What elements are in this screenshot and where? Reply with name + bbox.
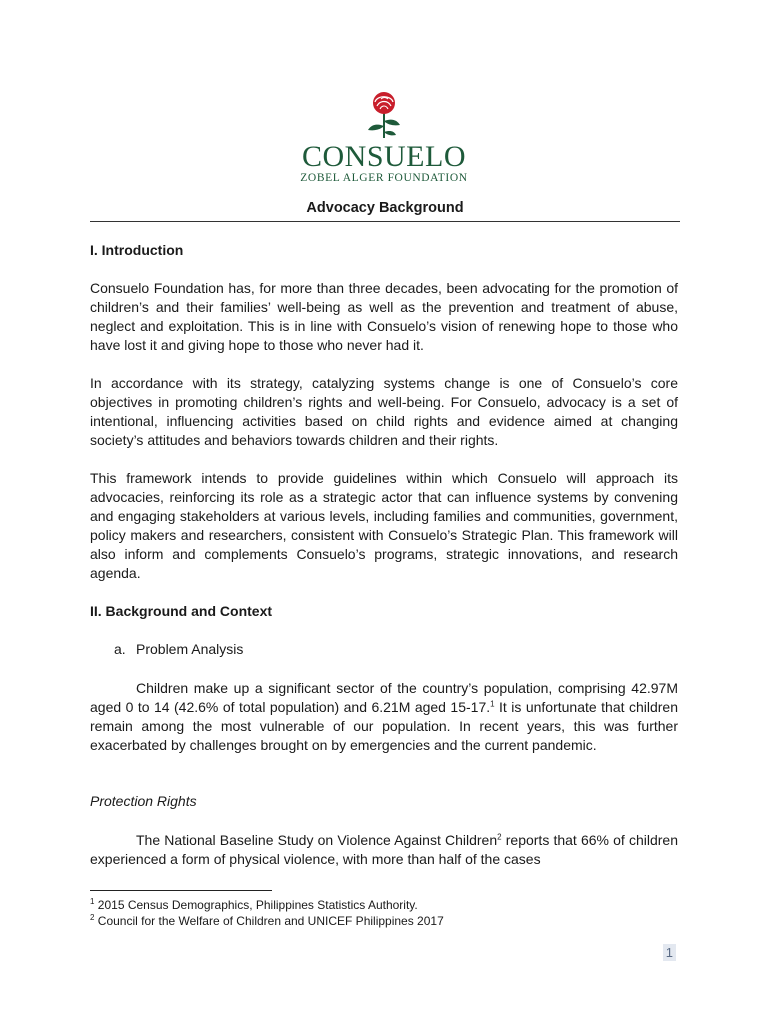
section-heading-background: II. Background and Context xyxy=(90,603,273,619)
intro-paragraph-3: This framework intends to provide guidelines within which Consuelo will approach its advocacies, reinforcing its role as a strategic actor that can influence systems by convening and engaging stakeholders at various levels, including families and communities, government, policy makers and researchers, consistent with Consuelo’s Strategic Plan. This framework will also inform and complements Consuelo’s programs, strategic innovations, and research agenda. xyxy=(90,470,678,581)
background-paragraph-1 xyxy=(90,679,678,755)
list-item-label: Problem Analysis xyxy=(136,641,244,657)
footnote-1-number: 1 xyxy=(90,897,95,906)
footnote-1-text: 2015 Census Demographics, Philippines Statistics Authority. xyxy=(97,898,418,912)
brand-subtitle: ZOBEL ALGER FOUNDATION xyxy=(300,172,468,184)
footnote-2 xyxy=(90,913,444,929)
intro-paragraph-1: Consuelo Foundation has, for more than three decades, been advocating for the promotion of children’s and their families’ well-being as well as the prevention and treatment of abuse, neglect and exploitation. This is in line with Consuelo’s vision of renewing hope to those who have lost it and giving hope to those who never had it. xyxy=(90,280,678,353)
footnote-2-text: Council for the Welfare of Children and UNICEF Philippines 2017 xyxy=(97,914,444,928)
bg-text-part-1: Children make up a significant sector of the country’s population, comprising 42.97M aged 0 to 14 (42.6% of total population) and 6.21M aged 15-17. xyxy=(90,680,678,715)
foundation-logo xyxy=(0,90,768,185)
footnote-ref-2: 2 xyxy=(497,832,502,842)
section-heading-introduction: I. Introduction xyxy=(90,242,184,258)
page-number: 1 xyxy=(663,944,676,961)
protection-paragraph-1 xyxy=(90,831,678,869)
list-item-problem-analysis xyxy=(114,641,243,657)
title-divider xyxy=(90,221,680,222)
intro-paragraph-2: In accordance with its strategy, catalyzing systems change is one of Consuelo’s core objectives in promoting children’s rights and well-being. For Consuelo, advocacy is a set of intentional, influencing activities based on child rights and evidence aimed at changing society’s attitudes and behaviors towards children and their rights. xyxy=(90,375,678,448)
subheading-protection-rights: Protection Rights xyxy=(90,793,197,809)
document-title: Advocacy Background xyxy=(306,200,464,216)
footnote-divider xyxy=(90,890,272,891)
prot-text-part-1: The National Baseline Study on Violence Against Children xyxy=(136,832,498,848)
footnote-ref-1: 1 xyxy=(490,699,495,709)
brand-name: CONSUELO xyxy=(301,140,466,173)
list-marker: a. xyxy=(114,641,126,657)
footnote-2-number: 2 xyxy=(90,913,95,922)
bg-text-part-2: It is unfortunate that children remain among the most vulnerable of our population. In recent years, this was further exacerbated by challenges brought on by emergencies and the current pandemic. xyxy=(90,699,678,753)
prot-text-part-2: reports that 66% of children experienced a form of physical violence, with more than half of the cases xyxy=(90,832,678,867)
rose-icon xyxy=(361,90,407,140)
footnote-1 xyxy=(90,897,418,913)
